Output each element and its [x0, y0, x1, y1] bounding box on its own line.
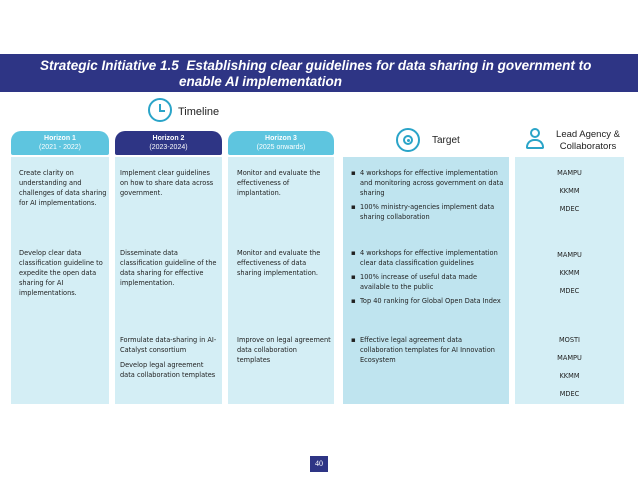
target-item: ▪ 4 workshops for effective implementation clear data classification guidelines [351, 248, 505, 268]
person-icon [525, 128, 545, 150]
horizon-name: Horizon 3 [265, 135, 297, 142]
agency-name: MDEC [559, 205, 580, 213]
horizon-period: (2025 onwards) [256, 144, 306, 151]
h2-item: Implement clear guidelines on how to share data across government. [120, 169, 214, 197]
agency-name: MDEC [559, 287, 580, 295]
h3-row-2: Monitor and evaluate the effectiveness of data sharing implementation. [237, 249, 321, 277]
title-prefix: Strategic Initiative 1.5 [40, 58, 179, 73]
timeline-heading: Timeline [178, 106, 220, 118]
horizon-name: Horizon 2 [152, 135, 185, 142]
title-main: Establishing clear guidelines for data sharing in government to [186, 58, 592, 73]
horizon-2-column [115, 157, 222, 404]
horizon-2-header [115, 131, 222, 155]
h2-row-3 [120, 335, 218, 385]
agency-name: KKMM [559, 187, 580, 195]
clock-icon [148, 98, 172, 122]
h3-row-1: Monitor and evaluate the effectiveness of implantation. [237, 169, 321, 197]
title-banner [0, 54, 638, 92]
h3-row-3: Improve on legal agreement data collaboration templates [237, 336, 331, 364]
lead-agency-heading: Lead Agency & Collaborators [556, 129, 620, 152]
horizon-name: Horizon 1 [44, 135, 76, 142]
target-icon [396, 128, 420, 152]
target-row-3 [351, 335, 505, 369]
agency-name: MAMPU [557, 169, 582, 177]
target-row-2 [351, 248, 505, 310]
h1-row-1: Create clarity on understanding and challenges of data sharing for AI implementations. [19, 169, 107, 207]
h2-row-1 [120, 168, 218, 203]
h2-item: Disseminate data classification guideline of the data sharing for effective implementation. [120, 249, 217, 287]
title-tail: enable AI implementation [179, 74, 343, 89]
agency-name: MDEC [559, 390, 580, 398]
target-column [343, 157, 509, 404]
agency-name: KKMM [559, 269, 580, 277]
target-item: ▪ 100% increase of useful data made available to the public [351, 272, 505, 292]
horizon-period: (2021 - 2022) [38, 144, 82, 151]
target-item: ▪ Effective legal agreement data collaboration templates for AI Innovation Ecosystem [351, 335, 505, 365]
target-item: ▪ 4 workshops for effective implementation and monitoring across government on data sharing [351, 168, 505, 198]
agency-name: MAMPU [557, 354, 582, 362]
agency-row-1 [515, 168, 624, 222]
h1-row-2: Develop clear data classification guideline to expedite the open data sharing for AI implementations. [19, 249, 103, 297]
horizon-1-column [11, 157, 109, 404]
lead-agency-column [515, 157, 624, 404]
agency-name: KKMM [559, 372, 580, 380]
agency-row-2 [515, 250, 624, 304]
page-title [40, 58, 600, 90]
agency-name: MAMPU [557, 251, 582, 259]
horizon-period: (2023-2024) [149, 144, 188, 151]
target-item: ▪ Top 40 ranking for Global Open Data Index [351, 296, 505, 306]
agency-name: MOSTI [558, 336, 581, 344]
horizon-3-header [228, 131, 334, 155]
agency-row-3 [515, 335, 624, 407]
horizon-3-column [228, 157, 334, 404]
target-row-1 [351, 168, 505, 226]
h2-item: Develop legal agreement data collaboration templates [120, 361, 216, 379]
target-heading: Target [432, 135, 460, 146]
page-number: 40 [310, 456, 328, 472]
horizon-1-header [11, 131, 109, 155]
target-item: ▪ 100% ministry-agencies implement data sharing collaboration [351, 202, 505, 222]
h2-row-2 [120, 248, 218, 293]
h2-item: Formulate data-sharing in AI-Catalyst consortium [120, 336, 217, 354]
